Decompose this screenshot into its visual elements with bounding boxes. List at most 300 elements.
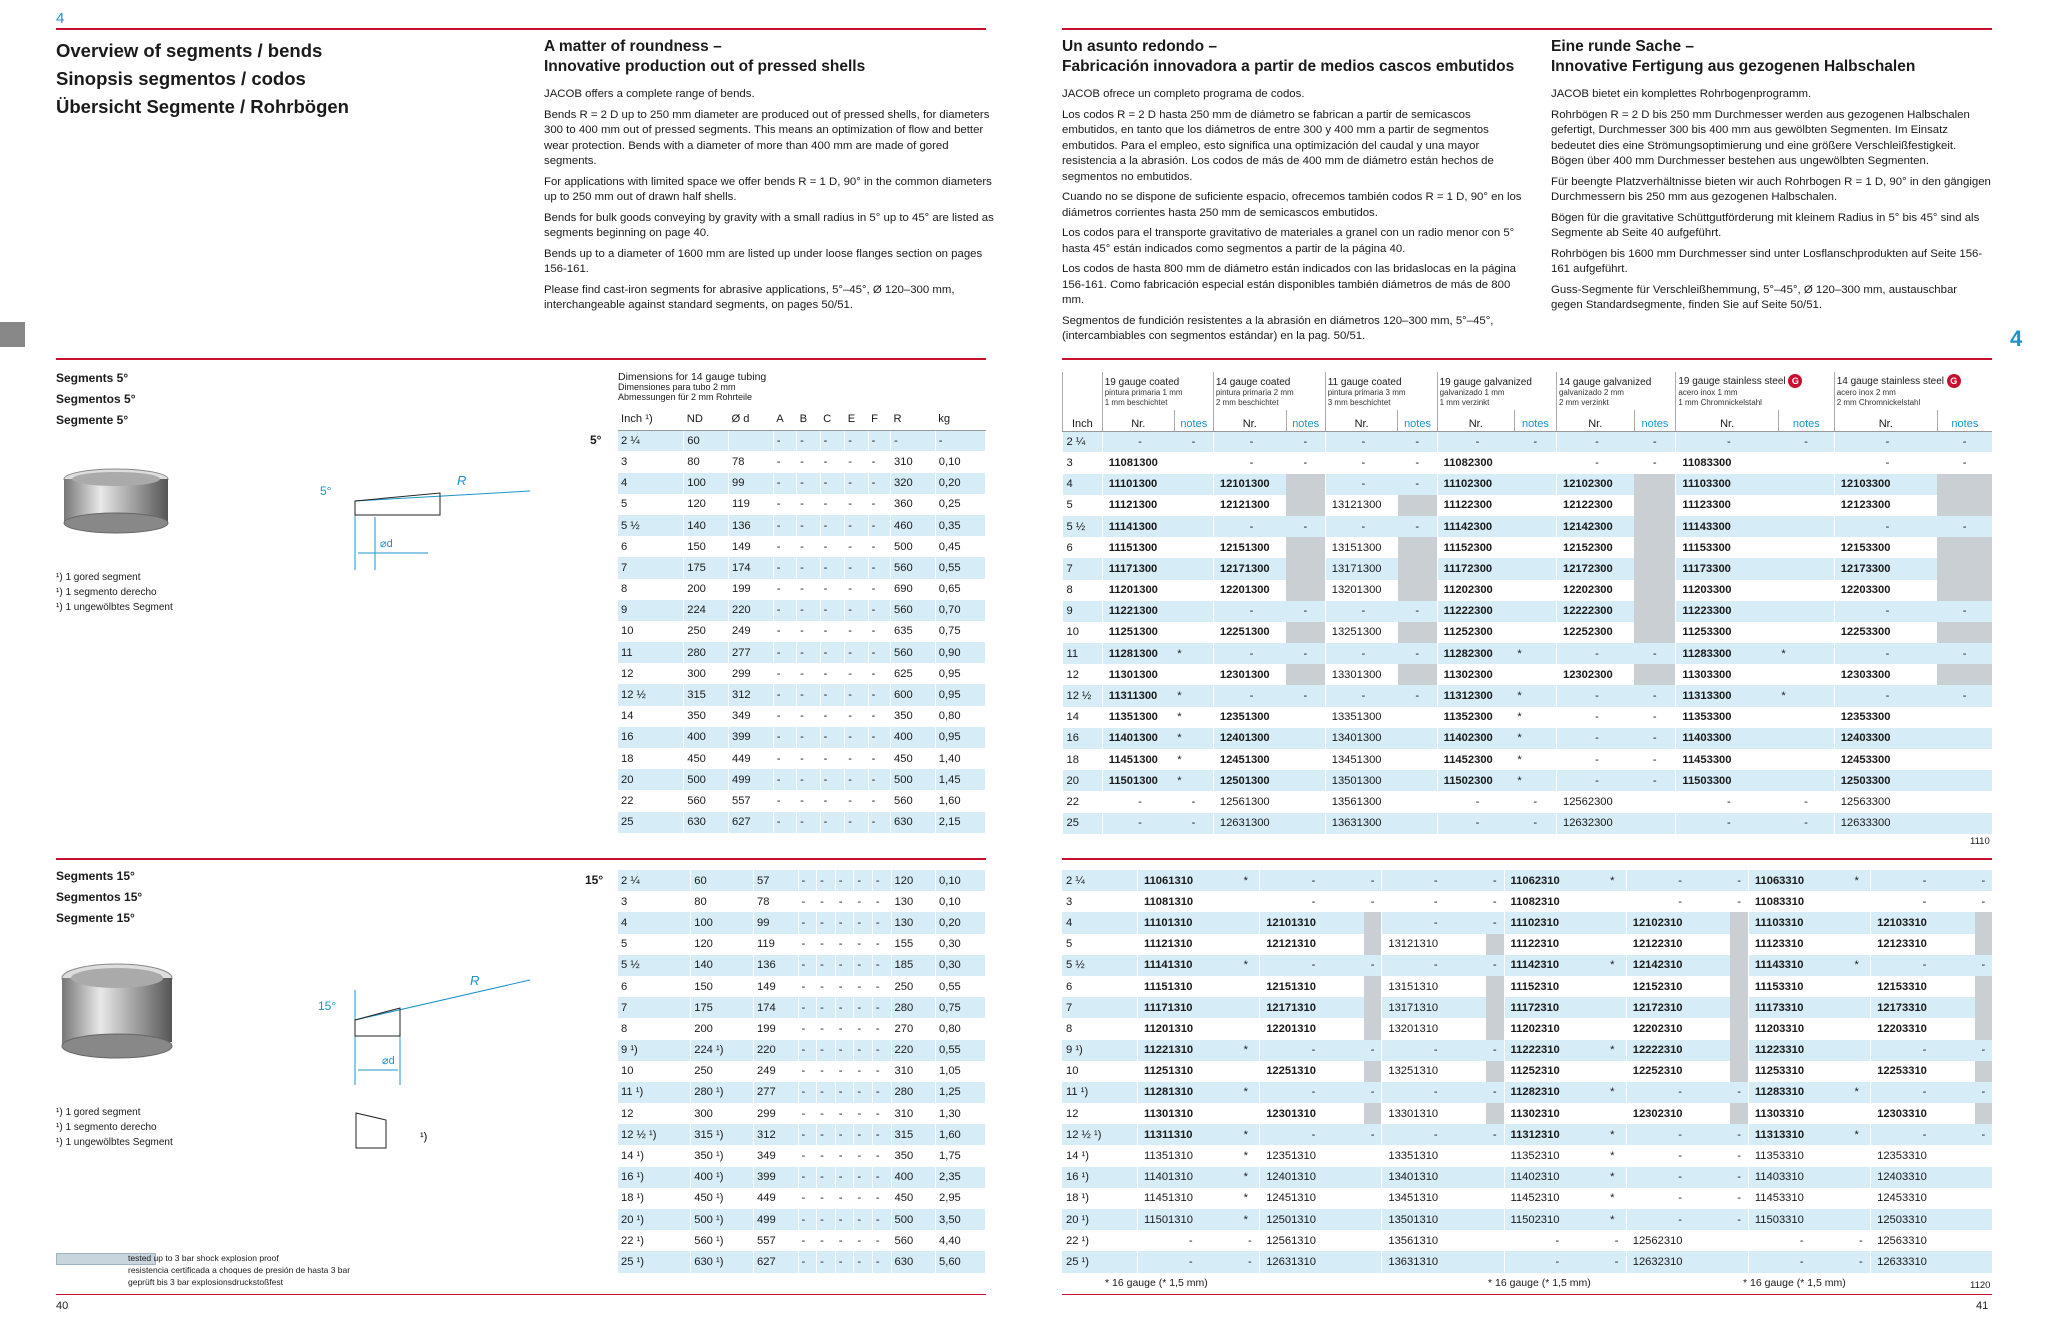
article-note	[1634, 664, 1676, 685]
art-inch: 3	[1066, 456, 1073, 469]
article-note	[1398, 622, 1437, 643]
dim-cell: 310	[891, 1103, 936, 1124]
article-number: 11502300	[1437, 770, 1514, 791]
art-inch: 22 ¹)	[1066, 1234, 1090, 1247]
article-note	[1514, 495, 1556, 516]
article-number: 13501300	[1325, 770, 1398, 791]
dim-cell: 0,55	[936, 1040, 986, 1061]
dim-row	[618, 473, 986, 494]
article-number: 11151310	[1137, 976, 1240, 997]
article-note: *	[1177, 711, 1182, 724]
article-note	[1398, 495, 1437, 516]
art-inch: 12 ½ ¹)	[1062, 1124, 1137, 1145]
article-note	[1486, 1018, 1504, 1039]
gauge-note: * 16 gauge (* 1,5 mm)	[1743, 1277, 1846, 1289]
dim-cell: 224 ¹)	[691, 1040, 754, 1061]
section-label: Segmente 15°	[56, 911, 135, 925]
article-note	[1634, 495, 1676, 516]
article-note: *	[1852, 870, 1871, 891]
article-note: *	[1174, 685, 1213, 706]
art-row	[1063, 558, 1993, 579]
dim-cell: 185	[891, 955, 936, 976]
footnote: ¹) 1 gored segment	[56, 1107, 141, 1118]
art-inch: 20	[1063, 770, 1103, 791]
dim-cell: -	[797, 557, 820, 578]
dim-cell: 400 ¹)	[691, 1167, 754, 1188]
dim-cell: -	[872, 1145, 891, 1166]
article-number: 11253310	[1748, 1061, 1851, 1082]
article-number: 13201300	[1325, 580, 1398, 601]
article-note: -	[1937, 601, 1992, 622]
dim-cell: 630 ¹)	[691, 1251, 754, 1272]
intro-paragraph: JACOB bietet ein komplettes Rohrbogenprogramm.	[1551, 88, 1812, 100]
dim-cell: -	[817, 1103, 836, 1124]
dim-cell: -	[835, 1082, 854, 1103]
article-number: 11451310	[1137, 1188, 1240, 1209]
dim-row	[618, 727, 986, 748]
dim-cell: -	[872, 1167, 891, 1188]
article-note	[1852, 976, 1871, 997]
article-number: -	[1382, 1040, 1486, 1061]
dim-cell: -	[872, 912, 891, 933]
dim-cell: 280	[891, 1082, 936, 1103]
article-note	[1514, 474, 1556, 495]
article-note	[1607, 1103, 1626, 1124]
article-note: -	[1398, 431, 1437, 452]
dim-cell: -	[797, 579, 820, 600]
article-note: -	[1486, 870, 1504, 891]
article-note	[1975, 934, 1992, 955]
dim-cell: 18	[618, 748, 684, 769]
dim-cell: -	[872, 955, 891, 976]
dim-cell: -	[797, 621, 820, 642]
dim-cell: -	[817, 934, 836, 955]
dim-cell: -	[773, 769, 796, 790]
article-number: 11122300	[1437, 495, 1514, 516]
dim-cell: -	[773, 684, 796, 705]
article-number: 11172300	[1437, 558, 1514, 579]
article-note	[1778, 516, 1834, 537]
article-number: 13121300	[1325, 495, 1398, 516]
dim-row	[618, 1103, 986, 1124]
dim-cell: 0,55	[936, 976, 986, 997]
dim-cell: -	[773, 600, 796, 621]
article-note	[1937, 728, 1992, 749]
dim-col-header: C	[820, 409, 845, 430]
intro-heading	[1551, 37, 1991, 77]
dim-cell: -	[773, 748, 796, 769]
dim-cell: 0,55	[935, 557, 985, 578]
dim-cell: 0,20	[936, 912, 986, 933]
article-number: 11252310	[1504, 1061, 1607, 1082]
dim-cell: -	[868, 430, 890, 451]
dim-cell: -	[845, 790, 868, 811]
article-number: -	[1260, 1040, 1364, 1061]
article-number: 12563310	[1871, 1230, 1975, 1251]
article-number: 11173310	[1748, 997, 1851, 1018]
art-row	[1062, 997, 1992, 1018]
dim-cell: -	[820, 663, 845, 684]
article-note	[1730, 1061, 1748, 1082]
dim-cell: -	[773, 663, 796, 684]
dim-cell: 500	[891, 536, 936, 557]
group-line3: 2 mm beschichtet	[1215, 398, 1279, 407]
article-note	[1241, 997, 1260, 1018]
dim-cell: 460	[891, 515, 936, 536]
dim-cell: -	[868, 536, 890, 557]
dim-cell: 119	[754, 934, 799, 955]
dim-cell	[728, 430, 773, 451]
article-number: -	[1834, 685, 1937, 706]
chapter-tab-right: 4	[2010, 326, 2023, 351]
dim-cell: 20	[618, 769, 684, 790]
dim-cell: -	[845, 642, 868, 663]
article-number: -	[1626, 1167, 1730, 1188]
art-inch: 5	[1066, 499, 1073, 512]
article-note	[1241, 976, 1260, 997]
dim-cell: 4	[618, 912, 691, 933]
article-note	[1364, 1061, 1382, 1082]
intro-heading	[1062, 37, 1527, 77]
dim-cell: 315 ¹)	[691, 1124, 754, 1145]
article-note: -	[1634, 728, 1676, 749]
dim-cell: 350 ¹)	[691, 1145, 754, 1166]
dim-cell: -	[854, 1230, 873, 1251]
dim-cell: 174	[728, 557, 773, 578]
article-number: 13351300	[1325, 707, 1398, 728]
art-inch: 5 ½	[1063, 516, 1103, 537]
article-note	[1634, 558, 1676, 579]
gored-segment-drawing	[348, 1108, 448, 1153]
article-number: 11202300	[1437, 580, 1514, 601]
dim-cell: -	[854, 934, 873, 955]
article-number: -	[1626, 1124, 1730, 1145]
dim-cell: -	[854, 1018, 873, 1039]
group-line1: 14 gauge galvanized	[1558, 377, 1652, 388]
dim-cell: -	[820, 684, 845, 705]
article-number: 12123310	[1871, 934, 1975, 955]
article-number: 11222310	[1504, 1040, 1607, 1061]
article-number: 11201300	[1102, 580, 1174, 601]
article-number: 12353300	[1834, 707, 1937, 728]
article-number: 12222300	[1556, 601, 1634, 622]
article-number: -	[1437, 791, 1514, 812]
article-number: 11143300	[1676, 516, 1779, 537]
art-row	[1062, 1040, 1992, 1061]
title-de: Übersicht Segmente / Rohrbögen	[56, 96, 349, 117]
article-number: 12153310	[1871, 976, 1975, 997]
article-note: *	[1607, 870, 1626, 891]
art-inch: 3	[1066, 895, 1073, 908]
article-note	[1778, 558, 1834, 579]
article-note: -	[1398, 474, 1437, 495]
article-number: 12401310	[1260, 1167, 1364, 1188]
dim-cell: 149	[754, 976, 799, 997]
dim-cell: 1,45	[935, 769, 985, 790]
article-note: *	[1778, 685, 1834, 706]
article-note: -	[1975, 1082, 1992, 1103]
art-row	[1063, 813, 1993, 834]
art-row	[1063, 452, 1993, 473]
dim-cell: -	[868, 515, 890, 536]
article-number: 12302310	[1626, 1103, 1730, 1124]
stainless-logo-icon: G	[1947, 374, 1961, 388]
dim-cell: 200	[691, 1018, 754, 1039]
intro-paragraph: Rohrbögen bis 1600 mm Durchmesser sind unter Losflanschprodukten auf Seite 156-161 aufgeführt.	[1551, 247, 1983, 275]
dim-cell: 350	[891, 706, 936, 727]
article-number: 11142310	[1504, 955, 1607, 976]
dim-cell: -	[845, 536, 868, 557]
article-number: 11253300	[1676, 622, 1779, 643]
article-note	[1975, 912, 1992, 933]
dim-cell: -	[854, 976, 873, 997]
dim-cell: 557	[728, 790, 773, 811]
dim-cell: 320	[891, 473, 936, 494]
article-number: 13451300	[1325, 749, 1398, 770]
article-number: -	[1382, 870, 1486, 891]
dim-cell: -	[820, 748, 845, 769]
article-note: -	[1614, 1234, 1619, 1247]
dim-cell: -	[872, 1188, 891, 1209]
dim-cell: -	[835, 1103, 854, 1124]
article-note	[1241, 934, 1260, 955]
article-note	[1634, 537, 1676, 558]
article-number: 12632310	[1626, 1251, 1730, 1272]
dim-cell: -	[797, 430, 820, 451]
dim-cell: -	[817, 1188, 836, 1209]
article-number: 12351310	[1260, 1145, 1364, 1166]
article-number: 11453310	[1748, 1188, 1851, 1209]
dim-cell: 560	[891, 642, 936, 663]
article-note	[1778, 770, 1834, 791]
article-number: 12171310	[1260, 997, 1364, 1018]
article-note	[1852, 1018, 1871, 1039]
section-label: Segmentos 15°	[56, 890, 143, 904]
group-line2: pintura primaria 2 mm	[1215, 388, 1294, 397]
article-note	[1514, 622, 1556, 643]
dim-cell: -	[868, 769, 890, 790]
article-note	[1975, 1167, 1992, 1188]
dim-cell: 560	[684, 790, 729, 811]
article-note: *	[1241, 955, 1260, 976]
art-row	[1062, 1061, 1992, 1082]
article-number: 13451310	[1382, 1188, 1486, 1209]
article-number: 11063310	[1748, 870, 1851, 891]
art-nr-header: Nr.	[1437, 410, 1514, 431]
art-group-header	[1213, 372, 1325, 410]
dim-col-header: Inch ¹)	[618, 409, 684, 430]
intro-paragraph: Guss-Segmente für Verschleißhemmung, 5°–45°, Ø 120–300 mm, austauschbar gegen Standardsegmente, finden Sie auf Seite 50/51.	[1551, 283, 1958, 311]
dim-cell: 0,25	[935, 494, 985, 515]
dim-cell: 0,75	[936, 997, 986, 1018]
article-number: -	[1382, 912, 1486, 933]
article-number: 12503300	[1834, 770, 1937, 791]
dim-cell: -	[868, 621, 890, 642]
article-number: -	[1626, 1188, 1730, 1209]
article-number: 12403300	[1834, 728, 1937, 749]
article-number: 11151300	[1102, 537, 1174, 558]
article-number: -	[1437, 431, 1514, 452]
art-group-header	[1325, 372, 1437, 410]
article-number: 11172310	[1504, 997, 1607, 1018]
article-note: *	[1852, 1082, 1871, 1103]
article-note	[1174, 516, 1213, 537]
dim-row	[618, 1188, 986, 1209]
article-note	[1852, 934, 1871, 955]
dim-cell: 557	[754, 1230, 799, 1251]
art-row	[1063, 431, 1993, 452]
article-note	[1975, 1230, 1992, 1251]
dim-cell: 174	[754, 997, 799, 1018]
dim-cell: -	[845, 430, 868, 451]
dim-cell: 0,45	[935, 536, 985, 557]
article-note: -	[1634, 770, 1676, 791]
dim-cell: 560 ¹)	[691, 1230, 754, 1251]
chapter-number: 4	[56, 10, 65, 27]
legend-text	[128, 1252, 350, 1288]
dim-cell: -	[798, 1018, 817, 1039]
dim-cell: -	[835, 1167, 854, 1188]
article-number: -	[1871, 891, 1975, 912]
article-note: -	[1364, 1040, 1382, 1061]
dim-cell: -	[817, 912, 836, 933]
dim-cell: -	[773, 812, 796, 833]
article-note: -	[1248, 1234, 1252, 1247]
dim-cell: 80	[684, 451, 729, 472]
article-number: 11202310	[1504, 1018, 1607, 1039]
article-number: 11313310	[1748, 1124, 1851, 1145]
article-note: -	[1174, 813, 1213, 834]
dim-cell: -	[820, 579, 845, 600]
dim-row	[618, 536, 986, 557]
dim-cell: 499	[754, 1209, 799, 1230]
article-note	[1634, 813, 1676, 834]
article-note	[1778, 622, 1834, 643]
art-notes-header: notes	[1514, 410, 1556, 431]
dim-cell: 10	[618, 621, 684, 642]
article-note: *	[1607, 955, 1626, 976]
dim-cell: 60	[684, 430, 729, 451]
art-inch: 2 ¼	[1062, 870, 1137, 891]
art-row	[1063, 643, 1993, 664]
article-note	[1364, 934, 1382, 955]
footnote-mark: ¹)	[420, 1131, 428, 1143]
dim-cell: 5 ½	[618, 955, 691, 976]
article-number: 11283300	[1676, 643, 1779, 664]
article-note	[1398, 537, 1437, 558]
article-number: 13561300	[1325, 791, 1398, 812]
dim-cell: 100	[684, 473, 729, 494]
art-inch: 12	[1066, 1107, 1079, 1120]
dim-cell: -	[854, 1040, 873, 1061]
article-number: -	[1556, 770, 1634, 791]
art-inch: 18 ¹)	[1066, 1192, 1090, 1205]
article-note: -	[1286, 643, 1325, 664]
dim-cell: -	[773, 621, 796, 642]
dim-cell: 450	[684, 748, 729, 769]
article-note: -	[1364, 1082, 1382, 1103]
article-note	[1174, 664, 1213, 685]
article-note: -	[1778, 813, 1834, 834]
dim-cell: -	[845, 727, 868, 748]
dim-cell: 8	[618, 579, 684, 600]
art-row	[1063, 749, 1993, 770]
art-group-header	[1834, 372, 1992, 410]
art-inch: 12 ½	[1063, 685, 1103, 706]
art-inch: 20 ¹)	[1062, 1209, 1137, 1230]
dim-cell: 80	[691, 891, 754, 912]
intro-paragraph: Rohrbögen R = 2 D bis 250 mm Durchmesser werden aus gezogenen Halbschalen gefertigt, Durchmesser 300 bis 400 mm aus gewölbten Segmenten. Im Einsatz bedeutet dies eine Strömungsoptimierung und eine größere Verschleißfestigkeit. Bögen über 400 mm Durchmesser bestehen aus ungewölbten Segmenten.	[1551, 108, 1970, 167]
radius-label: R	[470, 973, 480, 988]
dim-cell: -	[798, 1209, 817, 1230]
article-number: 12102310	[1626, 912, 1730, 933]
article-number: 12142310	[1626, 955, 1730, 976]
art-row	[1062, 1230, 1992, 1251]
article-note: -	[1730, 1082, 1748, 1103]
intro-paragraph: Los codos R = 2 D hasta 250 mm de diámetro se fabrican a partir de semicascos embutidos, en tanto que los diámetros de entre 300 y 400 mm a partir de segmentos embutidos. Para el empleo, esto significa una optimización del caudal y una mayor resistencia a la abrasión. Los codos de más de 400 mm de diámetro están hechos de segmentos no embutidos.	[1062, 108, 1494, 183]
dim-cell: -	[854, 1061, 873, 1082]
article-number: 12303310	[1871, 1103, 1975, 1124]
article-number: 11283310	[1748, 1082, 1851, 1103]
article-note: *	[1241, 1209, 1260, 1230]
dim-cell: 0,30	[936, 955, 986, 976]
dim-row	[618, 891, 986, 912]
dim-cell: 25 ¹)	[618, 1251, 691, 1272]
dim-cell: 1,75	[936, 1145, 986, 1166]
article-note	[1398, 580, 1437, 601]
dim-cell: -	[845, 769, 868, 790]
group-line2: pintura primaria 1 mm	[1104, 388, 1183, 397]
article-note	[1975, 1209, 1992, 1230]
intro-paragraph: Please find cast-iron segments for abrasive applications, 5°–45°, Ø 120–300 mm, interchangeable against standard segments, on pages 50/51.	[544, 283, 955, 311]
article-number: 11401310	[1137, 1167, 1240, 1188]
angle-15-label: 15°	[585, 873, 604, 887]
article-note	[1364, 976, 1382, 997]
dim-cell: 130	[891, 912, 936, 933]
article-number: 12101310	[1260, 912, 1364, 933]
dim-cell: 249	[728, 621, 773, 642]
article-note	[1398, 770, 1437, 791]
dim-cell: 200	[684, 579, 729, 600]
article-note: -	[1303, 456, 1308, 469]
article-note	[1852, 1188, 1871, 1209]
article-number: 11501310	[1137, 1209, 1240, 1230]
section-5-footnote	[56, 570, 173, 615]
dim-cell: -	[798, 1082, 817, 1103]
article-number: 11123310	[1748, 934, 1851, 955]
art-row	[1063, 622, 1993, 643]
article-note: -	[1364, 870, 1382, 891]
article-number: 12101300	[1213, 474, 1286, 495]
article-note	[1634, 474, 1676, 495]
article-number: -	[1325, 474, 1398, 495]
dim-cell: 560	[891, 790, 936, 811]
segment-5-drawing	[300, 465, 540, 570]
art-row	[1063, 601, 1993, 622]
article-number: 12151300	[1213, 537, 1286, 558]
article-note: *	[1607, 1082, 1626, 1103]
article-number: 13171310	[1382, 997, 1486, 1018]
article-number: 12403310	[1871, 1167, 1975, 1188]
article-note: -	[1286, 516, 1325, 537]
article-note	[1286, 664, 1325, 685]
angle-label: 15°	[318, 999, 337, 1013]
footnote: ¹) 1 segmento derecho	[56, 1122, 157, 1133]
article-number: 12563300	[1834, 791, 1937, 812]
article-number: 11081310	[1137, 891, 1240, 912]
art-row	[1062, 1251, 1992, 1272]
dim-cell: 78	[728, 451, 773, 472]
